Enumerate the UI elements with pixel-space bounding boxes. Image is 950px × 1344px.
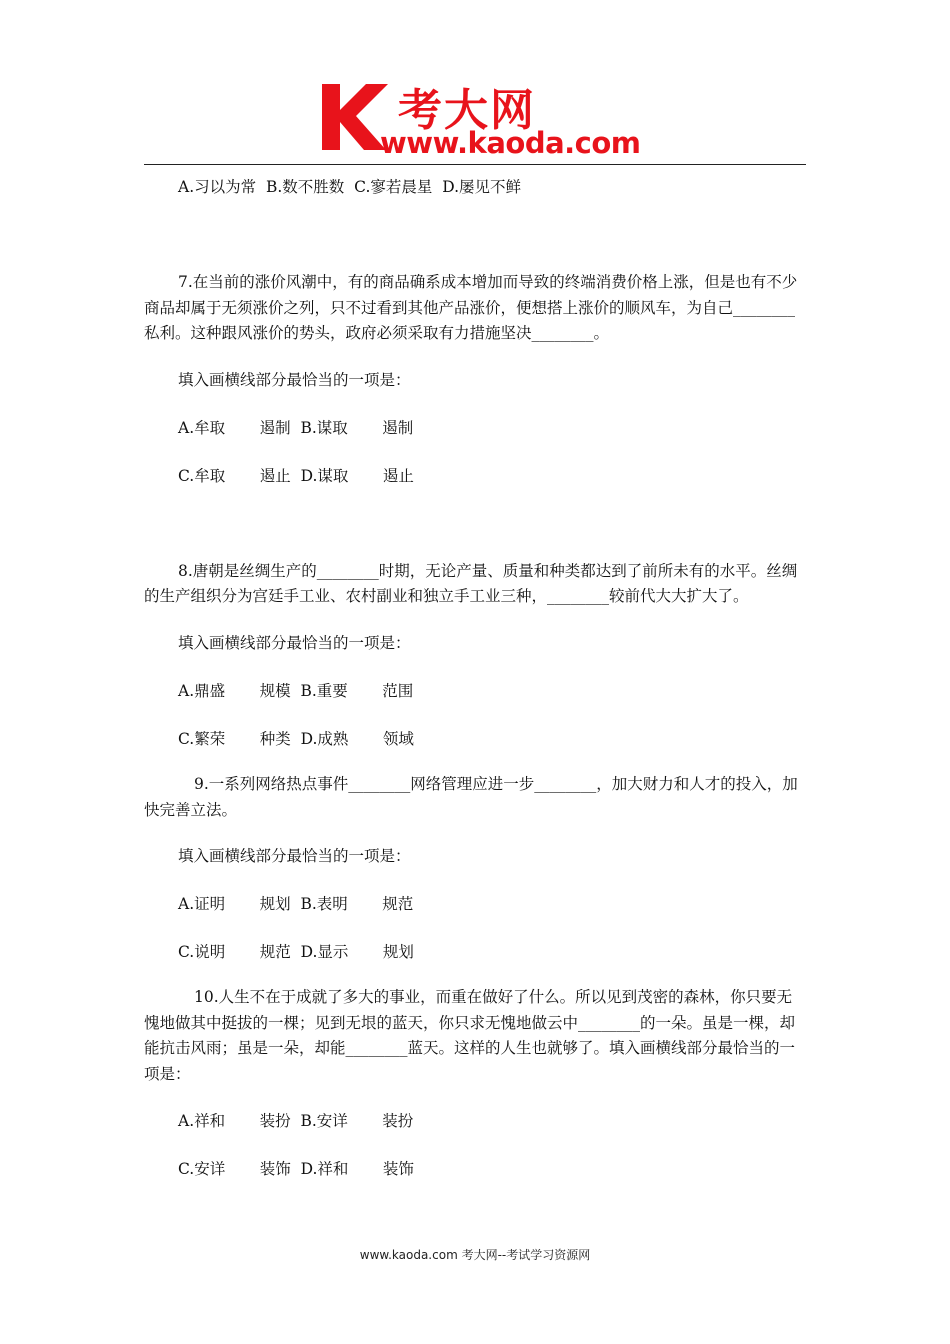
q9-question: 9.一系列网络热点事件________网络管理应进一步________，加大财力和人才的投入，加快完善立法。	[144, 774, 798, 819]
q8-options-row1: A.鼎盛 规模 B.重要 范围	[178, 681, 414, 700]
q7-prompt: 填入画横线部分最恰当的一项是：	[178, 370, 411, 389]
header-divider	[144, 164, 806, 165]
logo-chinese-text: 考大网	[398, 85, 536, 136]
page-header	[0, 0, 950, 170]
document-body	[144, 174, 806, 1182]
q8-question: 8.唐朝是丝绸生产的________时期，无论产量、质量和种类都达到了前所未有的水平。丝绸的生产组织分为宫廷手工业、农村副业和独立手工业三种，________较前代大大扩大了。	[144, 561, 798, 606]
q9-prompt: 填入画横线部分最恰当的一项是：	[178, 847, 411, 866]
q7-options-row1: A.牟取 遏制 B.谋取 遏制	[178, 418, 414, 437]
q10-question: 10.人生不在于成就了多大的事业，而重在做好了什么。所以见到茂密的森林，你只要无愧地做其中挺拔的一棵；见到无垠的蓝天，你只求无愧地做云中________的一朵。虽是一棵，却能抗击风雨；虽是一朵，却能________蓝天。这样的人生也就够了。填入画横线部分最恰当的一项是：	[144, 988, 796, 1083]
q9-options-row2: C.说明 规范 D.显示 规划	[178, 943, 414, 962]
q8-options-row2: C.繁荣 种类 D.成熟 领域	[178, 729, 414, 748]
q7-question: 7.在当前的涨价风潮中，有的商品确系成本增加而导致的终端消费价格上涨，但是也有不少商品却属于无须涨价之列，只不过看到其他产品涨价，便想搭上涨价的顺风车，为自己________私利。这种跟风涨价的势头，政府必须采取有力措施坚决________。	[144, 273, 798, 343]
q6-options: A.习以为常 B.数不胜数 C.寥若晨星 D.屡见不鲜	[178, 178, 522, 196]
logo-url-text: www.kaoda.com	[380, 126, 641, 160]
q10-options-row2: C.安详 装饰 D.祥和 装饰	[178, 1159, 414, 1178]
page-footer: www.kaoda.com 考大网--考试学习资源网	[359, 1248, 591, 1262]
q10-options-row1: A.祥和 装扮 B.安详 装扮	[178, 1111, 414, 1130]
q8-prompt: 填入画横线部分最恰当的一项是：	[178, 633, 411, 652]
q7-options-row2: C.牟取 遏止 D.谋取 遏止	[178, 466, 414, 485]
kaoda-logo	[318, 80, 648, 164]
q9-options-row1: A.证明 规划 B.表明 规范	[178, 895, 414, 914]
